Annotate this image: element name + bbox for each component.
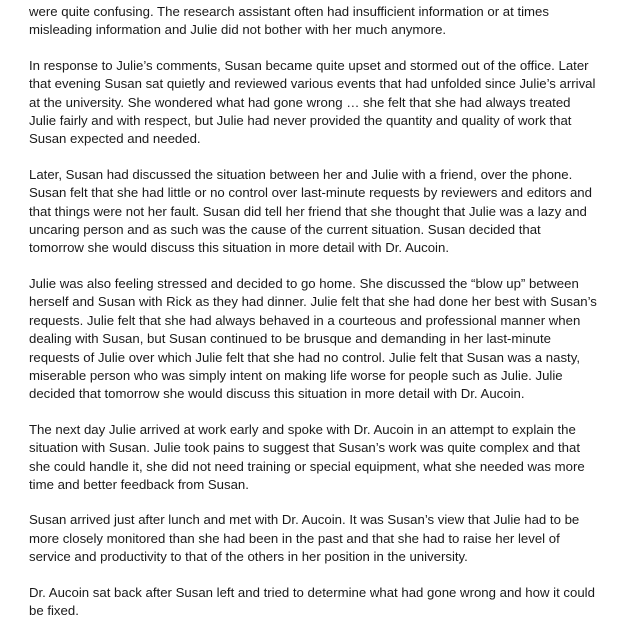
paragraph-4: Julie was also feeling stressed and decided to go home. She discussed the “blow up” between herself and Susan with Rick as they had dinner. Julie felt that she had done her best with Susan’s requests. Julie felt that she had always behaved in a courteous and professional manner when dealing with Susan, but Susan continued to be brusque and demanding in her last-minute requests of Julie over which Julie felt that she had no control. Julie felt that Susan was a nasty, miserable person who was simply intent on making life worse for people such as Julie. Julie decided that tomorrow she would discuss this situation in more detail with Dr. Aucoin. — [29, 275, 597, 402]
paragraph-6: Susan arrived just after lunch and met with Dr. Aucoin. It was Susan’s view that Julie had to be more closely monitored than she had been in the past and that she had to raise her level of service and productivity to that of the others in her position in the university. — [29, 512, 580, 565]
paragraph-3: Later, Susan had discussed the situation between her and Julie with a friend, over the phone. Susan felt that she had little or no control over last-minute requests by reviewers and editors and that things were not her fault. Susan did tell her friend that she thought that Julie was a lazy and uncaring person and as such was the cause of the current situation. Susan decided that tomorrow she would discuss this situation in more detail with Dr. Aucoin. — [29, 166, 592, 256]
paragraph-7: Dr. Aucoin sat back after Susan left and tried to determine what had gone wrong and how it could be fixed. — [29, 584, 595, 618]
document-page — [29, 3, 599, 620]
paragraph-2: In response to Julie’s comments, Susan became quite upset and stormed out of the office. Later that evening Susan sat quietly and reviewed various events that had unfolded since Julie’s arrival at the university. She wondered what had gone wrong … she felt that she had always treated Julie fairly and with respect, but Julie had never provided the quantity and quality of work that Susan expected and needed. — [29, 57, 596, 147]
paragraph-1: were quite confusing. The research assistant often had insufficient information or at times misleading information and Julie did not bother with her much anymore. — [29, 4, 549, 38]
paragraph-5: The next day Julie arrived at work early and spoke with Dr. Aucoin in an attempt to explain the situation with Susan. Julie took pains to suggest that Susan’s work was quite complex and that she could handle it, she did not need training or special equipment, what she needed was more time and better feedback from Susan. — [29, 421, 585, 492]
